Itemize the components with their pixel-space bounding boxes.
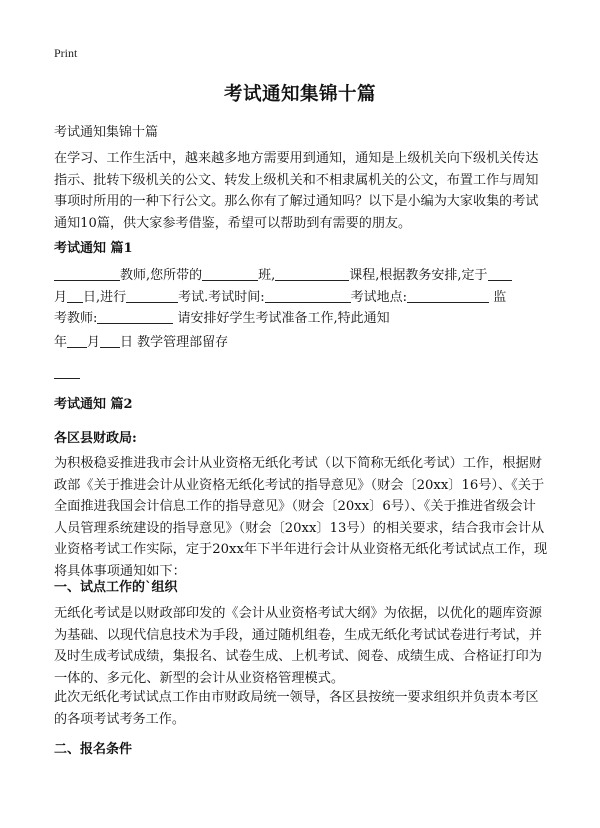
blank-time	[265, 288, 351, 303]
section-requirements-heading: 二、报名条件	[54, 742, 133, 757]
notice2-paragraph-3: 此次无纸化考试试点工作由市财政局统一领导，各区县按统一要求组织并负责本考区的各项考试考务工作。	[54, 690, 539, 727]
blank-place	[407, 288, 489, 303]
form-line-2	[54, 287, 548, 309]
print-link[interactable]: Print	[54, 46, 78, 60]
page-title: 考试通知集锦十篇	[223, 84, 376, 105]
separator-dash	[54, 378, 80, 379]
notice2-heading: 考试通知 篇2	[54, 397, 133, 412]
form-text-place: 考试地点:	[350, 289, 408, 305]
blank-subject	[126, 288, 178, 303]
form-line-1	[54, 265, 548, 287]
date-year-text: 年	[54, 335, 68, 350]
date-month-text: 月	[87, 335, 101, 350]
section-organization-heading: 一、试点工作的`组织	[54, 580, 178, 595]
notice1-date-line	[54, 332, 548, 354]
blank-year	[488, 266, 512, 281]
addressee: 各区县财政局:	[54, 431, 137, 446]
form-text-closing: 请安排好学生考试准备工作,特此通知	[177, 311, 390, 326]
intro-paragraph: 在学习、工作生活中，越来越多地方需要用到通知，通知是上级机关向下级机关传达指示、批转下级机关的公文、转发上级机关和不相隶属机关的公文，布置工作与周知事项时所用的一种下行公文。那么你有了解过通知吗？以下是小编为大家收集的考试通知10篇，供大家参考借鉴，希望可以帮助到有需要的朋友。	[54, 151, 539, 231]
form-line-3	[54, 308, 548, 330]
form-text-class: 班,	[258, 268, 276, 283]
form-text-day: 日,进行	[83, 289, 127, 305]
form-text-course: 课程,根据教务安排,定于	[349, 268, 488, 283]
subtitle: 考试通知集锦十篇	[54, 125, 159, 140]
date-sign-text: 日 教学管理部留存	[120, 335, 229, 350]
form-text-time: 考试.考试时间:	[178, 289, 265, 305]
blank-proctor	[97, 309, 173, 324]
notice1-heading: 考试通知 篇1	[54, 241, 133, 256]
notice2-paragraph-1: 为积极稳妥推进我市会计从业资格无纸化考试（以下简称无纸化考试）工作，根据财政部《关于推进会计从业资格无纸化考试的指导意见》（财会〔20xx〕16号）、《关于全面推进我国会计信息工作的指导意见》（财会〔20xx〕6号）、《关于推进省级会计人员管理系统建设的指导意见》（财会〔20xx〕13号）的相关要求，结合我市会计从业资格考试工作实际，定于20xx年下半年进行会计从业资格无纸化考试试点工作，现将具体事项通知如下：	[54, 456, 548, 579]
notice2-paragraph-2: 无纸化考试是以财政部印发的《会计从业资格考试大纲》为依据，以优化的题库资源为基础、以现代信息技术为手段，通过随机组卷，生成无纸化考试试卷进行考试，并及时生成考试成绩，集报名、试卷生成、上机考试、阅卷、成绩生成、合格证打印为一体的、多元化、新型的会计从业资格管理模式。	[54, 606, 542, 686]
blank-class	[202, 266, 258, 281]
form-text-proctor-b: 考教师:	[54, 311, 98, 326]
blank-teacher	[54, 266, 120, 281]
notice1-form	[54, 265, 548, 330]
form-text-teacher: 教师,您所带的	[120, 268, 203, 283]
blank-day	[67, 288, 83, 303]
blank-course	[275, 266, 349, 281]
form-text-proctor-a: 监	[493, 289, 507, 305]
form-text-month: 月	[54, 289, 68, 305]
blank-month	[67, 333, 87, 348]
blank-date-day	[100, 333, 120, 348]
